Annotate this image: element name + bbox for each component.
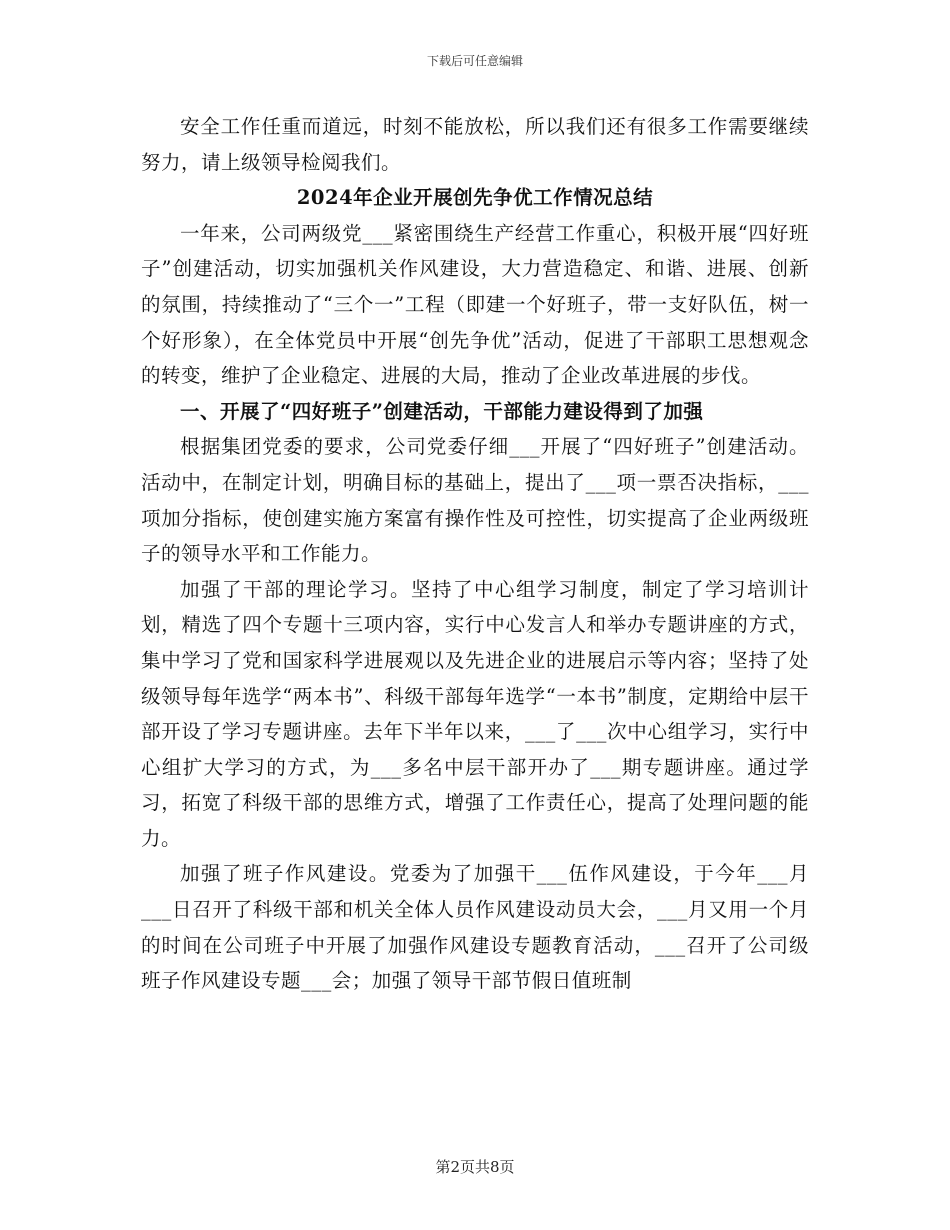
document-body <box>141 109 809 999</box>
paragraph-3: 加强了干部的理论学习。坚持了中心组学习制度，制定了学习培训计划，精选了四个专题十三项内容，实行中心发言人和举办专题讲座的方式，集中学习了党和国家科学进展观以及先进企业的进展启示等内容；坚持了处级领导每年选学“两本书”、科级干部每年选学“一本书”制度，定期给中层干部开设了学习专题讲座。去年下半年以来，___了___次中心组学习，实行中心组扩大学习的方式，为___多名中层干部开办了___期专题讲座。通过学习，拓宽了科级干部的思维方式，增强了工作责任心，提高了处理问题的能力。 <box>141 577 809 850</box>
paragraph-4: 加强了班子作风建设。党委为了加强干___伍作风建设，于今年___月___日召开了科级干部和机关全体人员作风建设动员大会，___月又用一个月的时间在公司班子中开展了加强作风建设专题教育活动，___召开了公司级班子作风建设专题___会；加强了领导干部节假日值班制 <box>141 862 809 993</box>
page-number: 第2页共8页 <box>435 1158 515 1176</box>
page-header-note: 下载后可任意编辑 <box>426 54 523 68</box>
intro-paragraph: 安全工作任重而道远，时刻不能放松，所以我们还有很多工作需要继续努力，请上级领导检阅我们。 <box>141 115 809 174</box>
paragraph-1: 一年来，公司两级党___紧密围绕生产经营工作重心，积极开展“四好班子”创建活动，切实加强机关作风建设，大力营造稳定、和谐、进展、创新的氛围，持续推动了“三个一”工程（即建一个好班子，带一支好队伍，树一个好形象），在全体党员中开展“创先争优”活动，促进了干部职工思想观念的转变，维护了企业稳定、进展的大局，推动了企业改革进展的步伐。 <box>141 221 809 388</box>
section-1-heading: 一、开展了“四好班子”创建活动，干部能力建设得到了加强 <box>180 399 704 423</box>
paragraph-2: 根据集团党委的要求，公司党委仔细___开展了“四好班子”创建活动。活动中，在制定计划，明确目标的基础上，提出了___项一票否决指标，___项加分指标，使创建实施方案富有操作性及可控性，切实提高了企业两级班子的领导水平和工作能力。 <box>141 435 809 566</box>
document-title: 2024年企业开展创先争优工作情况总结 <box>296 186 654 210</box>
